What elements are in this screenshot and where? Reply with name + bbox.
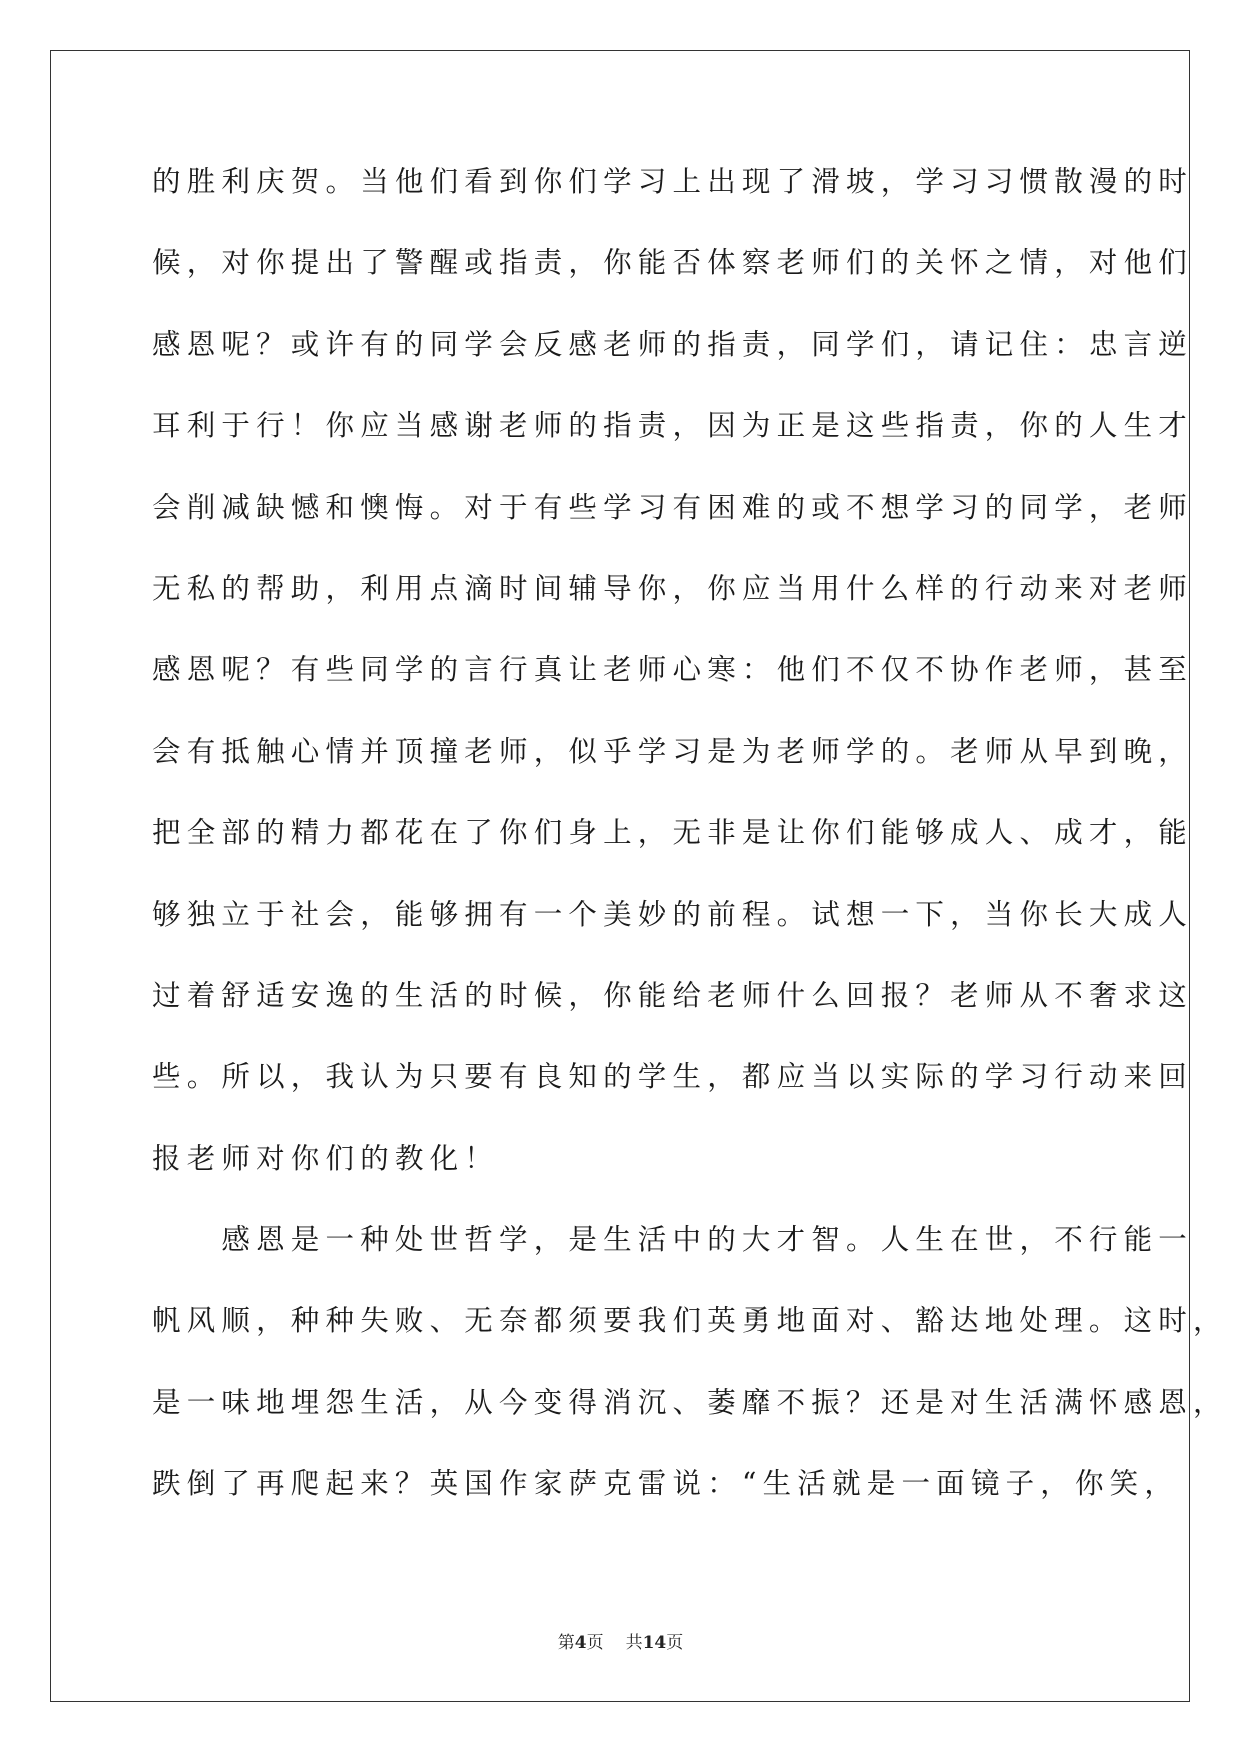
- text-line: 候，对你提出了警醒或指责，你能否体察老师们的关怀之情，对他们: [152, 246, 1194, 280]
- text-line: 会削减缺憾和懊悔。对于有些学习有困难的或不想学习的同学，老师: [152, 490, 1194, 524]
- total-pages-suffix: 页: [666, 1633, 684, 1653]
- text-line: 会有抵触心情并顶撞老师，似乎学习是为老师学的。老师从早到晚，: [152, 734, 1194, 768]
- page-footer: [0, 1628, 1241, 1653]
- page-number: 4: [574, 1633, 587, 1653]
- text-line: 过着舒适安逸的生活的时候，你能给老师什么回报？老师从不奢求这: [152, 978, 1194, 1012]
- document-body: [152, 162, 1228, 1546]
- text-line: 感恩是一种处世哲学，是生活中的大才智。人生在世，不行能一: [152, 1223, 1194, 1257]
- text-line: 帆风顺，种种失败、无奈都须要我们英勇地面对、豁达地处理。这时，: [152, 1304, 1228, 1338]
- text-line: 把全部的精力都花在了你们身上，无非是让你们能够成人、成才，能: [152, 816, 1194, 850]
- page-number-prefix: 第: [557, 1633, 575, 1653]
- text-line: 些。所以，我认为只要有良知的学生，都应当以实际的学习行动来回: [152, 1060, 1194, 1094]
- text-line: 耳利于行！你应当感谢老师的指责，因为正是这些指责，你的人生才: [152, 409, 1194, 443]
- text-line: 够独立于社会，能够拥有一个美妙的前程。试想一下，当你长大成人: [152, 897, 1194, 931]
- text-line: 感恩呢？有些同学的言行真让老师心寒：他们不仅不协作老师，甚至: [152, 653, 1194, 687]
- text-line: 感恩呢？或许有的同学会反感老师的指责，同学们，请记住：忠言逆: [152, 327, 1194, 361]
- text-line: 跌倒了再爬起来？英国作家萨克雷说：“生活就是一面镜子，你笑，: [152, 1467, 1180, 1501]
- text-line: 的胜利庆贺。当他们看到你们学习上出现了滑坡，学习习惯散漫的时: [152, 165, 1194, 198]
- page-number-suffix: 页: [586, 1633, 604, 1653]
- text-line: 报老师对你们的教化！: [152, 1141, 500, 1175]
- total-pages-prefix: 共: [625, 1633, 643, 1653]
- text-line: 无私的帮助，利用点滴时间辅导你，你应当用什么样的行动来对老师: [152, 571, 1194, 605]
- text-line: 是一味地埋怨生活，从今变得消沉、萎靡不振？还是对生活满怀感恩，: [152, 1385, 1228, 1419]
- total-pages: 14: [642, 1633, 667, 1653]
